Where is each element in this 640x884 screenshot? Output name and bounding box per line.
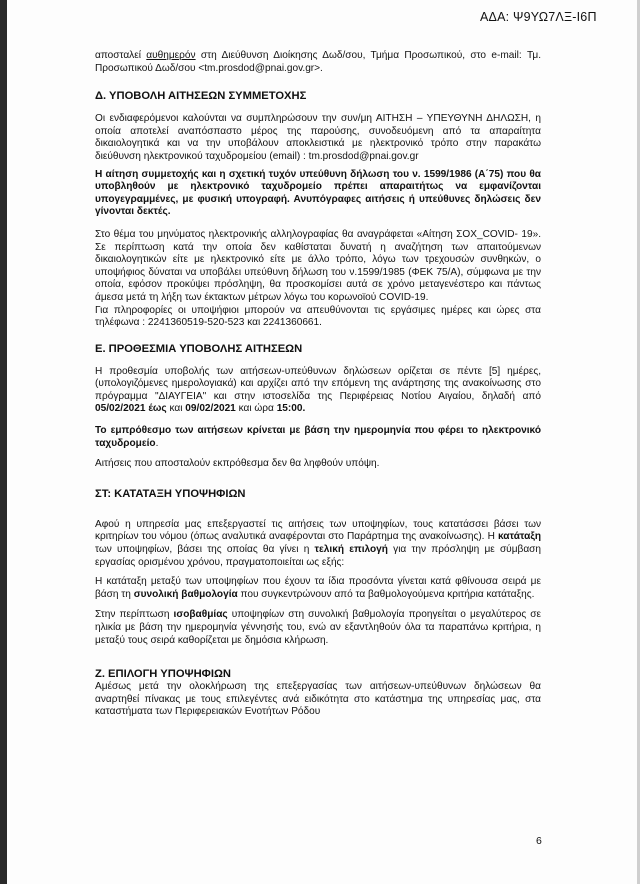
text-run: Αφού η υπηρεσία μας επεξεργαστεί τις αιτήσεις των υποψηφίων, τους κατατάσσει βάσει των κριτηρίων του νόμου (όπως αναλυτικά αναφέρονται στο Παράρτημα της ανακοίνωσης). Η: [95, 518, 541, 543]
paragraph-st1: [95, 519, 541, 569]
bold-word: ισοβαθμίας: [173, 609, 228, 621]
paragraph-d2-bold: Η αίτηση συμμετοχής και η σχετική τυχόν υπεύθυνη δήλωση του ν. 1599/1986 (Α΄75) που θα υποβληθούν με ηλεκτρονικό ταχυδρομείο πρέπει απαραιτήτως να εμφανίζονται υπογεγραμμένες, με φυσική υπογραφή. Ανυπόγραφες αιτήσεις ή υπεύθυνες δηλώσεις δεν γίνονται δεκτές.: [95, 168, 541, 218]
text-run: που συγκεντρώνουν από τα βαθμολογούμενα κριτήρια κατάταξης.: [237, 588, 535, 600]
heading-section-st: ΣΤ: ΚΑΤΑΤΑΞΗ ΥΠΟΨΗΦΙΩΝ: [95, 487, 246, 500]
date-from: 05/02/2021 έως: [95, 403, 167, 415]
page-number: 6: [536, 835, 542, 847]
paragraph-d4-contact: Για πληροφορίες οι υποψήφιοι μπορούν να απευθύνονται τις εργάσιμες ημέρες και ώρες στα τηλέφωνα : 2241360519-520-523 και 2241360661.: [95, 304, 541, 329]
text-run: Το εμπρόθεσμο των αιτήσεων κρίνεται με βάση την ημερομηνία που φέρει το ηλεκτρονικό ταχυδρομείο: [95, 425, 541, 449]
bold-word: κατάταξη: [497, 531, 541, 543]
text-run: και ώρα: [235, 403, 277, 415]
paragraph-d1: Οι ενδιαφερόμενοι καλούνται να συμπληρώσουν την συν/μη ΑΙΤΗΣΗ – ΥΠΕΥΘΥΝΗ ΔΗΛΩΣΗ, η οποία αποτελεί αναπόσπαστο μέρος της παρούσης, συνοδευόμενη από τα απαραίτητα δικαιολογητικά και να την υποβάλουν αποκλειστικά με ηλεκτρονικό τρόπο στην παρακάτω διεύθυνση ηλεκτρονικού ταχυδρομείου (email) : tm.prosdod@pnai.gov.gr: [95, 113, 541, 162]
bold-word: συνολική βαθμολογία: [133, 588, 238, 600]
text-run: υποψηφίων στη συνολική βαθμολογία προηγείται ο μεγαλύτερος σε ηλικία με βάση την ημερομηνία γέννησής του, ενώ αν εξαντληθούν όλα τα παραπάνω κριτήρια, η μεταξύ τους σειρά καθορίζεται με δημόσια κλήρωση.: [95, 609, 541, 646]
heading-section-z: Ζ. ΕΠΙΛΟΓΗ ΥΠΟΨΗΦΙΩΝ: [95, 668, 231, 681]
deadline-time: 15:00.: [276, 403, 306, 415]
date-to: 09/02/2021: [185, 403, 236, 415]
heading-section-e: Ε. ΠΡΟΘΕΣΜΙΑ ΥΠΟΒΟΛΗΣ ΑΙΤΗΣΕΩΝ: [95, 342, 303, 355]
paragraph-submission-note: [95, 50, 541, 75]
paragraph-st3: [95, 609, 541, 647]
paragraph-st2: [95, 576, 541, 601]
heading-section-d: Δ. ΥΠΟΒΟΛΗ ΑΙΤΗΣΕΩΝ ΣΥΜΜΕΤΟΧΗΣ: [95, 90, 307, 103]
text-run: και: [166, 403, 186, 415]
text-run: Η προθεσμία υποβολής των αιτήσεων-υπεύθυνων δηλώσεων ορίζεται σε πέντε [5] ημέρες, (υπολογιζόμενες ημερολογιακά) και αρχίζει από την επόμενη της ανάρτησης της ανακοίνωσης στο πρόγραμμα "ΔΙΑΥΓΕΙΑ" και στην ιστοσελίδα της Περιφέρειας Νοτίου Αιγαίου, δηλαδή από: [95, 365, 541, 402]
text-run: Η κατάταξη μεταξύ των υποψηφίων που έχουν τα ίδια προσόντα γίνεται κατά φθίνουσα σειρά με βάση τη: [95, 576, 541, 600]
text-run: αποσταλεί: [95, 50, 147, 61]
ada-code: ΑΔΑ: Ψ9ΥΩ7ΛΞ-Ι6Π: [480, 10, 597, 24]
paragraph-e3: Αιτήσεις που αποσταλούν εκπρόθεσμα δεν θα ληφθούν υπόψη.: [95, 458, 380, 470]
underlined-word: αυθημερόν: [146, 50, 196, 61]
bold-word: τελική επιλογή: [314, 544, 388, 556]
text-run: των υποψηφίων, βάσει της οποίας θα γίνει η: [95, 544, 315, 556]
scan-edge-left: [0, 0, 7, 884]
paragraph-e1-deadline: [95, 366, 541, 416]
document-body: [95, 50, 541, 719]
paragraph-e2-bold: [95, 425, 541, 450]
text-run: Στην περίπτωση: [95, 609, 174, 621]
paragraph-z1: Αμέσως μετά την ολοκλήρωση της επεξεργασίας των αιτήσεων-υπεύθυνων δηλώσεων θα αναρτηθεί πίνακας με τους επιλεγέντες ανά ειδικότητα στο κατάστημα της υπηρεσίας μας, στα καταστήματα των Περιφερειακών Ενοτήτων Ρόδου: [95, 681, 541, 718]
text-run: για την πρόσληψη με σύμβαση εργασίας ορισμένου χρόνου, πραγματοποιείται ως εξής:: [95, 544, 541, 568]
paragraph-d3: Στο θέμα του μηνύματος ηλεκτρονικής αλληλογραφίας θα αναγράφεται «Αίτηση ΣΟΧ_COVID- 19». Σε περίπτωση κατά την οποία δεν καθίσταται δυνατή η αναζήτηση των απαιτούμενων δικαιολογητικών είτε με ηλεκτρονικό είτε με άλλο τρόπο, λόγω των τρεχουσών συνθηκών, ο υποψήφιος δύναται να υποβάλει υπεύθυνη δήλωση του ν.1599/1985 (ΦΕΚ 75/Α), σύμφωνα με την οποία, εφόσον προκύψει πρόσληψη, θα προσκομίσει αυτά σε χρόνο μεταγενέστερο και πάντως άμεσα μετά τη λήξη των έκτακτων μέτρων λόγω του κορωνοϊού COVID-19.: [95, 228, 541, 303]
text-run: .: [155, 437, 159, 449]
text-run: στη Διεύθυνση Διοίκησης Δωδ/σου, Τμήμα Προσωπικού, στο e-mail: Τμ. Προσωπικού Δωδ/σου <tm.prosdod@pnai.gov.gr>.: [95, 50, 541, 74]
